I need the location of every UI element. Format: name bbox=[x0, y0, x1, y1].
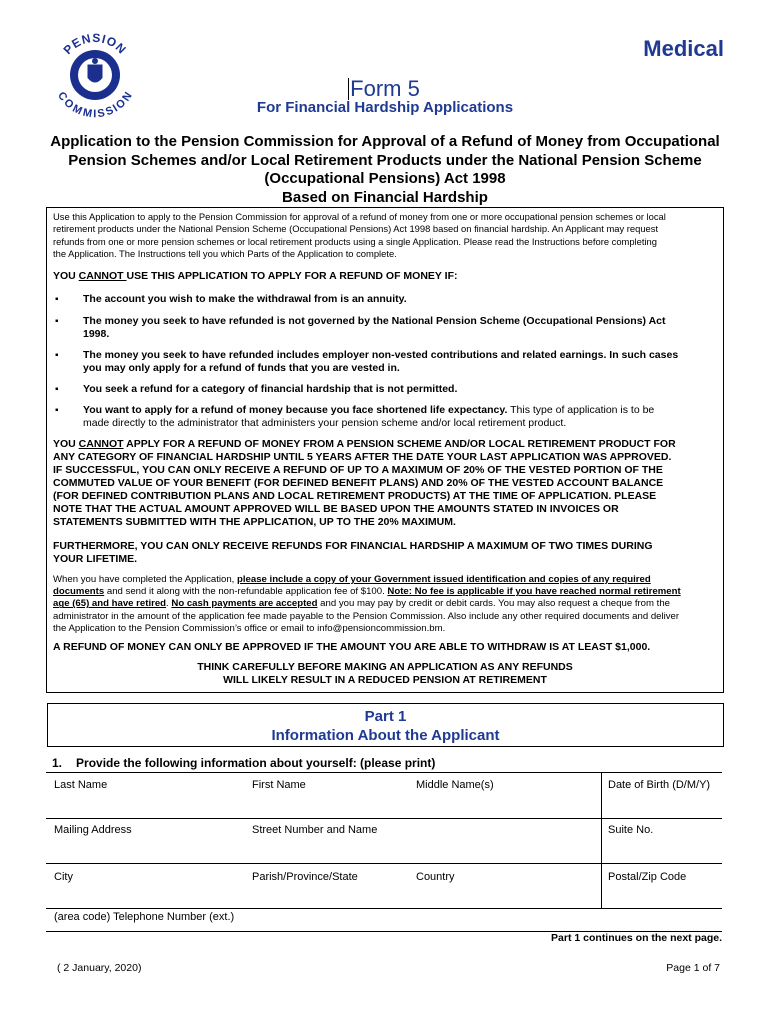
instructions-box bbox=[46, 207, 724, 693]
country-field[interactable]: Country bbox=[416, 871, 455, 883]
heading-line: Based on Financial Hardship bbox=[282, 188, 488, 206]
bullet-marker: ▪ bbox=[55, 384, 59, 395]
street-field[interactable]: Street Number and Name bbox=[252, 824, 378, 836]
bullet-line: made directly to the administrator that administers your pension scheme and/or local retirement product. bbox=[83, 417, 567, 429]
completed-text: administrator in the amount of the application fee made payable to the Pension Commission. Also include any other required documents and deliver bbox=[53, 610, 680, 622]
middle-names-field[interactable]: Middle Name(s) bbox=[416, 779, 494, 791]
part-title: Part 1 bbox=[364, 708, 407, 725]
completed-text: the Application to the Pension Commission’s office or email to info@pensioncommission.bm. bbox=[53, 622, 446, 634]
first-name-field[interactable]: First Name bbox=[252, 779, 306, 791]
cannot-apply-line: COMMUTED VALUE OF YOUR BENEFIT (FOR DEFINED BENEFIT PLANS) AND 20% OF THE VESTED ACCOUNT BALANCE bbox=[53, 477, 664, 489]
cannot-apply-pre: YOU bbox=[53, 438, 79, 450]
suite-field[interactable]: Suite No. bbox=[608, 824, 654, 836]
bullet-line: The money you seek to have refunded includes employer non-vested contributions and related earnings. In such cases bbox=[83, 349, 679, 361]
question-text: Provide the following information about yourself: (please print) bbox=[76, 756, 436, 770]
completed-emphasis: documents bbox=[53, 586, 105, 598]
grid-column-divider bbox=[601, 773, 602, 908]
bullet-marker: ▪ bbox=[55, 405, 59, 416]
cannot-use-heading bbox=[53, 270, 458, 283]
cannot-apply-line: ANY CATEGORY OF FINANCIAL HARDSHIP UNTIL 5 YEARS AFTER THE DATE YOUR LAST APPLICATION WAS APPROVED. bbox=[53, 451, 672, 463]
furthermore-line: YOUR LIFETIME. bbox=[53, 553, 137, 565]
heading-line: Application to the Pension Commission for Approval of a Refund of Money from Occupational bbox=[50, 133, 720, 150]
parish-field[interactable]: Parish/Province/State bbox=[252, 871, 358, 883]
furthermore-line: FURTHERMORE, YOU CAN ONLY RECEIVE REFUNDS FOR FINANCIAL HARDSHIP A MAXIMUM OF TWO TIMES DURING bbox=[53, 540, 653, 552]
bullet-category: You seek a refund for a category of financial hardship that is not permitted. bbox=[83, 383, 458, 395]
completed-text: When you have completed the Application, bbox=[53, 574, 237, 585]
bullet-marker: ▪ bbox=[55, 350, 59, 361]
logo-top-text: PENSION bbox=[60, 30, 130, 58]
grid-divider bbox=[46, 908, 722, 909]
cannot-emphasis: CANNOT bbox=[78, 270, 127, 282]
intro-line: the Application. The Instructions tell you which Parts of the Application to complete. bbox=[53, 248, 397, 260]
completed-text: . bbox=[166, 598, 172, 610]
telephone-field[interactable]: (area code) Telephone Number (ext.) bbox=[54, 911, 235, 923]
bullet-line-rest: This type of application is to be bbox=[507, 404, 655, 416]
bullet-marker: ▪ bbox=[55, 294, 59, 305]
postal-code-field[interactable]: Postal/Zip Code bbox=[608, 871, 687, 883]
completed-emphasis: No cash payments are accepted bbox=[171, 598, 318, 610]
part-1-header bbox=[47, 703, 724, 747]
heading-line: Pension Schemes and/or Local Retirement Products under the National Pension Scheme bbox=[68, 151, 702, 169]
applicant-info-grid bbox=[46, 772, 722, 932]
date-of-birth-field[interactable]: Date of Birth (D/M/Y) bbox=[608, 779, 711, 791]
furthermore-paragraph bbox=[53, 540, 717, 566]
bullet-line-bold: You want to apply for a refund of money because you face shortened life expectancy. bbox=[83, 404, 508, 416]
bullet-line: 1998. bbox=[83, 328, 110, 340]
completed-note: age (65) and have retired bbox=[53, 598, 167, 610]
intro-line: Use this Application to apply to the Pension Commission for approval of a refund of money from one or more occupational pension schemes or local bbox=[53, 211, 666, 222]
think-line: WILL LIKELY RESULT IN A REDUCED PENSION AT RETIREMENT bbox=[223, 673, 547, 686]
cannot-emphasis: CANNOT bbox=[78, 438, 124, 450]
completed-text: and send it along with the non-refundable application fee of $100. bbox=[104, 586, 388, 598]
completed-emphasis: please include a copy of your Government issued identification and copies of any required bbox=[237, 574, 651, 585]
cannot-apply-line: IF SUCCESSFUL, YOU CAN ONLY RECEIVE A REFUND OF UP TO A MAXIMUM OF 20% OF THE VESTED PORTION OF THE bbox=[53, 464, 663, 476]
question-1 bbox=[52, 756, 435, 770]
mailing-address-field[interactable]: Mailing Address bbox=[54, 824, 132, 836]
completed-paragraph bbox=[53, 574, 721, 635]
intro-paragraph bbox=[53, 211, 721, 261]
cannot-apply-line: (FOR DEFINED CONTRIBUTION PLANS AND LOCAL RETIREMENT PRODUCTS) AT THE TIME OF APPLICATION. PLEASE bbox=[53, 490, 657, 502]
intro-line: retirement products under the National Pension Scheme (Occupational Pensions) Act 1998 based on financial hardship. An Applicant may request bbox=[53, 223, 659, 235]
part-subtitle: Information About the Applicant bbox=[271, 727, 500, 744]
last-name-field[interactable]: Last Name bbox=[54, 779, 108, 791]
heading-line: (Occupational Pensions) Act 1998 bbox=[264, 170, 506, 187]
cannot-use-post: USE THIS APPLICATION TO APPLY FOR A REFUND OF MONEY IF: bbox=[126, 270, 458, 282]
question-number: 1. bbox=[52, 756, 63, 770]
bullet-non-vested bbox=[83, 349, 715, 375]
bullet-life-expectancy bbox=[83, 404, 715, 430]
footer-date: ( 2 January, 2020) bbox=[57, 962, 142, 974]
completed-note: Note: No fee is applicable if you have reached normal retirement bbox=[387, 586, 681, 598]
cannot-apply-line: NOTE THAT THE ACTUAL AMOUNT APPROVED WILL BE BASED UPON THE AMOUNTS STATED IN INVOICES OR bbox=[53, 503, 619, 515]
cannot-apply-paragraph bbox=[53, 438, 717, 529]
bullet-line: you may only apply for a refund of funds that you are vested in. bbox=[83, 362, 400, 374]
cannot-apply-line: APPLY FOR A REFUND OF MONEY FROM A PENSION SCHEME AND/OR LOCAL RETIREMENT PRODUCT FOR bbox=[123, 438, 676, 450]
city-field[interactable]: City bbox=[54, 871, 73, 883]
cannot-apply-line: STATEMENTS SUBMITTED WITH THE APPLICATION, UP TO THE 20% MAXIMUM. bbox=[53, 516, 456, 528]
page-number: Page 1 of 7 bbox=[666, 962, 720, 974]
form-subtitle: For Financial Hardship Applications bbox=[256, 99, 514, 116]
grid-divider bbox=[46, 818, 722, 819]
cannot-use-pre: YOU bbox=[53, 270, 79, 282]
bullet-line: The money you seek to have refunded is not governed by the National Pension Scheme (Occupational Pensions) Act bbox=[83, 315, 666, 327]
bullet-not-governed bbox=[83, 315, 715, 341]
think-line: THINK CAREFULLY BEFORE MAKING AN APPLICATION AS ANY REFUNDS bbox=[197, 661, 573, 673]
category-tag: Medical bbox=[643, 36, 724, 61]
application-heading bbox=[40, 133, 730, 207]
bullet-annuity: The account you wish to make the withdrawal from is an annuity. bbox=[83, 293, 407, 305]
completed-text: and you may pay by credit or debit cards. You may also request a cheque from the bbox=[317, 598, 671, 610]
think-carefully-notice bbox=[47, 661, 723, 686]
form-title: Form 5 bbox=[350, 76, 420, 101]
bullet-marker: ▪ bbox=[55, 316, 59, 327]
grid-divider bbox=[46, 863, 722, 864]
continues-note: Part 1 continues on the next page. bbox=[551, 932, 722, 944]
intro-line: refunds from one or more pension schemes or local retirement products using a single Application. Please read the Instructions before completing bbox=[53, 235, 657, 247]
minimum-amount-notice: A REFUND OF MONEY CAN ONLY BE APPROVED IF THE AMOUNT YOU ARE ABLE TO WITHDRAW IS AT LEAST $1,000. bbox=[53, 641, 651, 653]
logo-bottom-text: COMMISSION bbox=[55, 89, 135, 120]
